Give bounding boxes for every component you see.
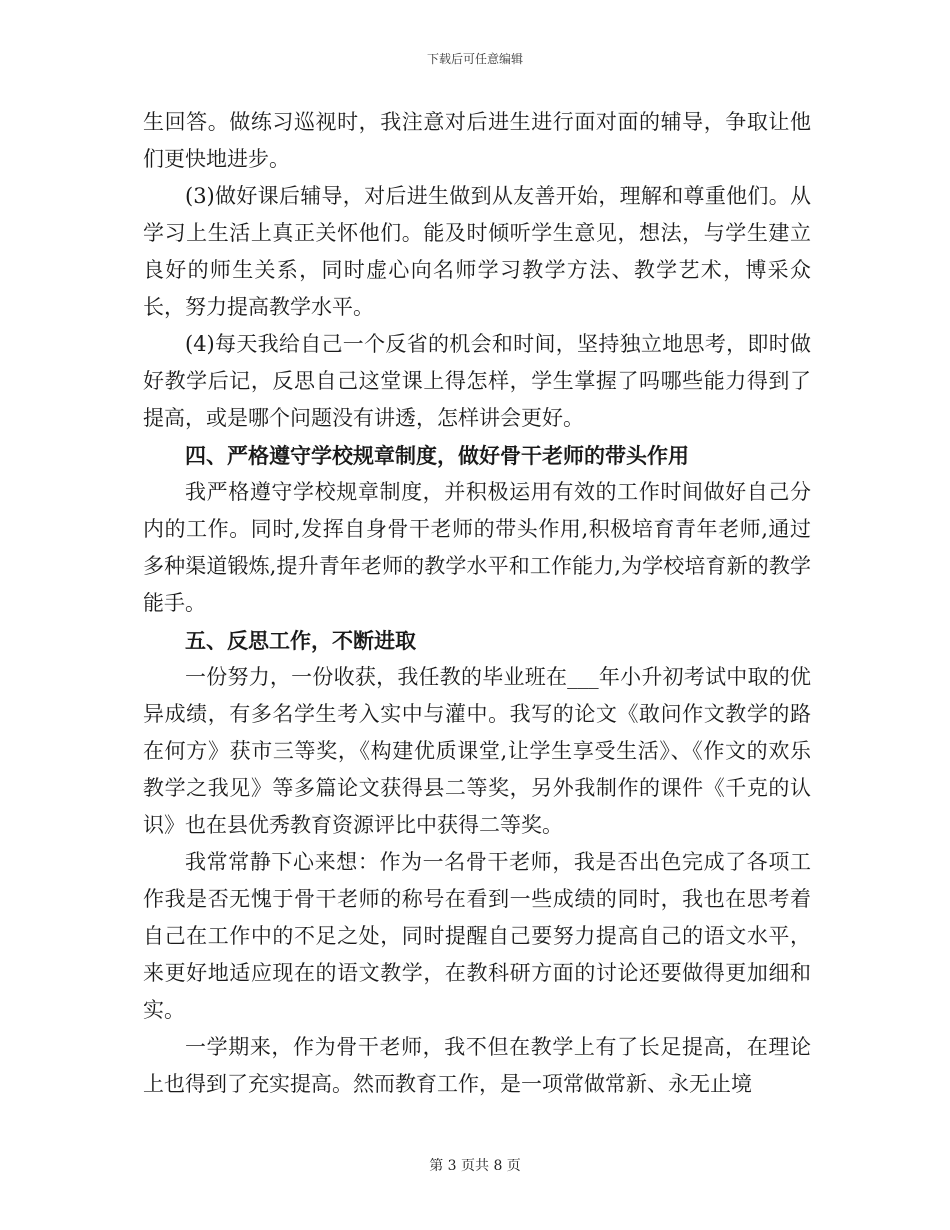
paragraph-semester: 一学期来，作为骨干老师，我不但在教学上有了长足提高，在理论上也得到了充实提高。然而教育工作，是一项常做常新、永无止境 (143, 1035, 811, 1096)
page-number: 第 3 页共 8 页 (429, 1158, 521, 1174)
page-header: 下载后可任意编辑 (426, 52, 523, 66)
document-body (143, 104, 811, 1103)
paragraph-item-4: (4)每天我给自己一个反省的机会和时间，坚持独立地思考，即时做好教学后记，反思自己这堂课上得怎样，学生掌握了吗哪些能力得到了提高，或是哪个问题没有讲透，怎样讲会更好。 (143, 332, 811, 430)
paragraph-reflection: 我常常静下心来想：作为一名骨干老师，我是否出色完成了各项工作我是否无愧于骨干老师的称号在看到一些成绩的同时，我也在思考着自己在工作中的不足之处，同时提醒自己要努力提高自己的语文水平，来更好地适应现在的语文教学，在教科研方面的讨论还要做得更加细和实。 (143, 850, 811, 1022)
paragraph-item-3: (3)做好课后辅导，对后进生做到从友善开始，理解和尊重他们。从学习上生活上真正关怀他们。能及时倾听学生意见，想法，与学生建立良好的师生关系，同时虚心向名师学习教学方法、教学艺术，博采众长，努力提高教学水平。 (143, 184, 811, 319)
paragraph-achievements: 一份努力，一份收获，我任教的毕业班在___年小升初考试中取的优异成绩，有多名学生考入实中与灌中。我写的论文《敢问作文教学的路在何方》获市三等奖，《构建优质课堂,让学生享受生活》、《作文的欢乐教学之我见》等多篇论文获得县二等奖，另外我制作的课件《千克的认识》也在县优秀教育资源评比中获得二等奖。 (143, 665, 811, 837)
paragraph-continuation: 生回答。做练习巡视时，我注意对后进生进行面对面的辅导，争取让他们更快地进步。 (143, 110, 811, 171)
section-heading-5: 五、反思工作，不断进取 (185, 628, 416, 653)
section-heading-4: 四、严格遵守学校规章制度，做好骨干老师的带头作用 (185, 443, 689, 468)
paragraph-rules: 我严格遵守学校规章制度，并积极运用有效的工作时间做好自己分内的工作。同时,发挥自身骨干老师的带头作用,积极培育青年老师,通过多种渠道锻炼,提升青年老师的教学水平和工作能力,为学校培育新的教学能手。 (143, 480, 811, 615)
